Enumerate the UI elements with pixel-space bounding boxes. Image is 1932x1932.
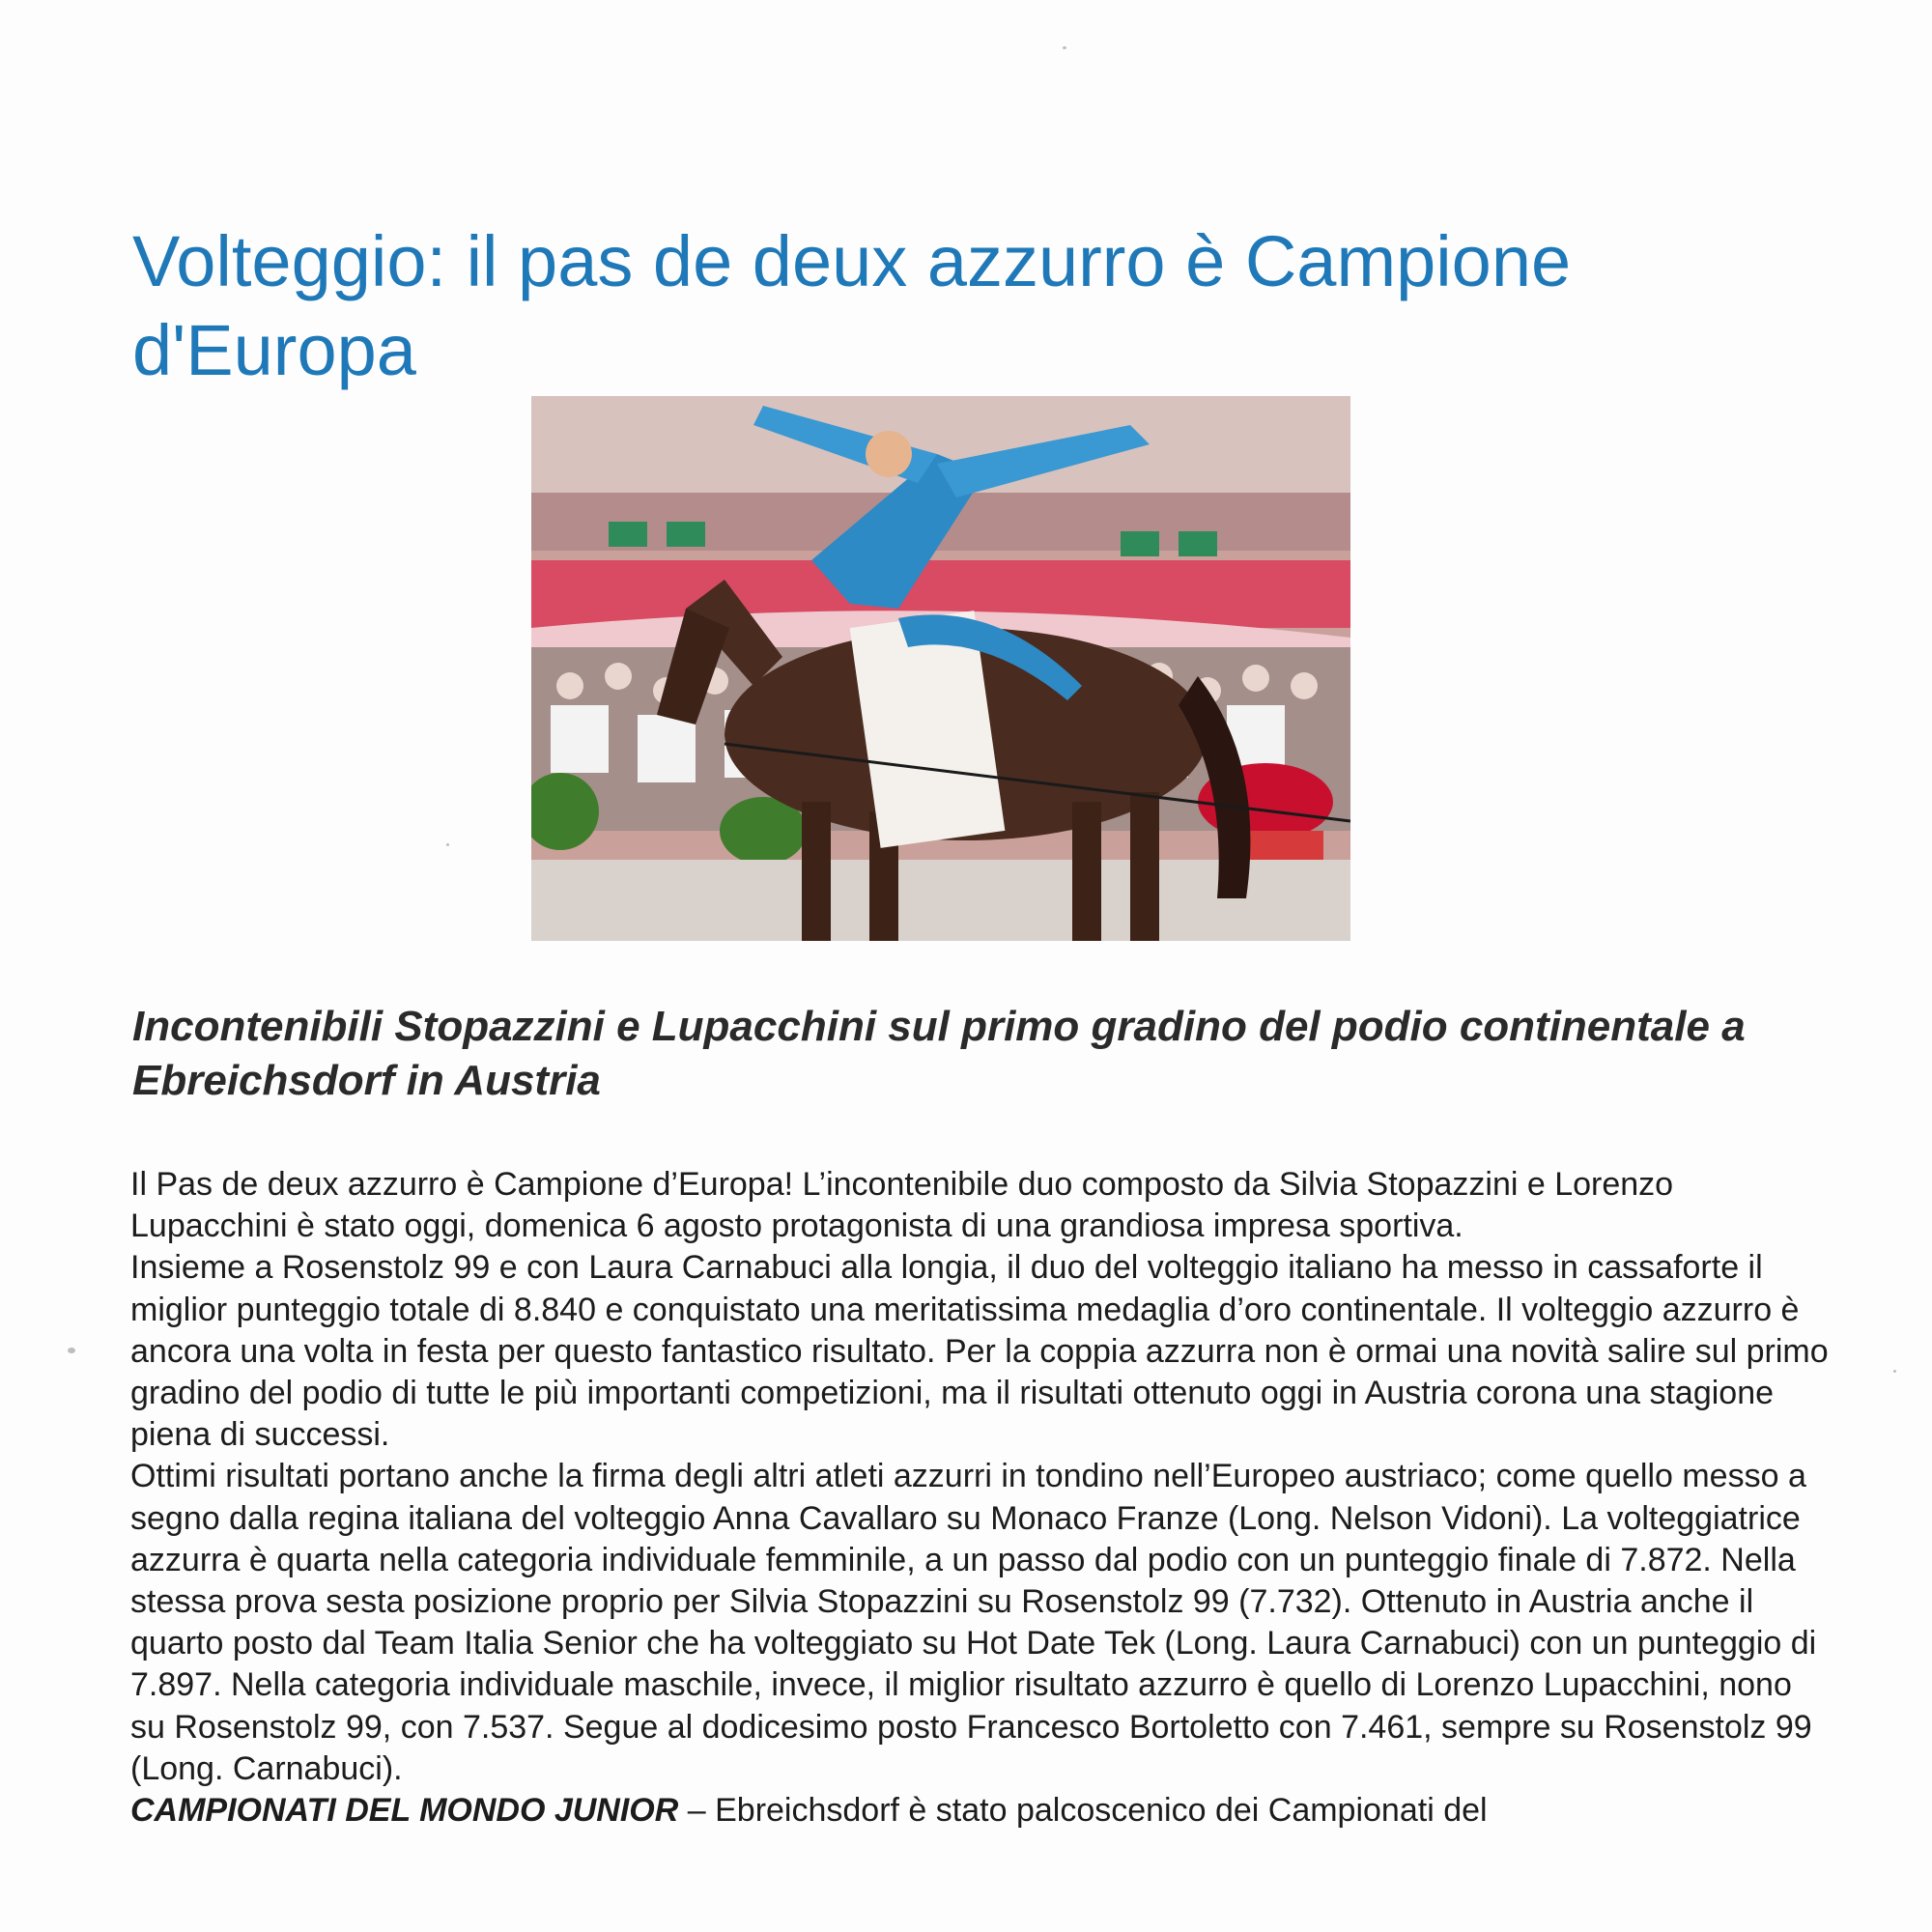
paragraph: Il Pas de deux azzurro è Campione d’Europa! L’incontenibile duo composto da Silvia Stopazzini e Lorenzo Lupacchini è stato oggi, domenica 6 agosto protagonista di una grandiosa impresa sportiva. xyxy=(130,1166,1674,1245)
article-title: Volteggio: il pas de deux azzurro è Campione d'Europa xyxy=(132,221,1572,390)
paragraph: Ottimi risultati portano anche la firma degli altri atleti azzurri in tondino nell’Europeo austriaco; come quello messo a segno dalla regina italiana del volteggio Anna Cavallaro su Monaco Franze (Long. Nelson Vidoni). La volteggiatrice azzurra è quarta nella categoria individuale femminile, a un passo dal podio con un punteggio finale di 7.872. Nella stessa prova sesta posizione proprio per Silvia Stopazzini su Rosenstolz 99 (7.732). Ottenuto in Austria anche il quarto posto dal Team Italia Senior che ha volteggiato su Hot Date Tek (Long. Laura Carnabuci) con un punteggio di 7.897. Nella categoria individuale maschile, invece, il miglior risultato azzurro è quello di Lorenzo Lupacchini, nono su Rosenstolz 99, con 7.537. Segue al dodicesimo posto Francesco Bortoletto con 7.461, sempre su Rosenstolz 99 (Long. Carnabuci). xyxy=(130,1458,1817,1787)
paragraph: Insieme a Rosenstolz 99 e con Laura Carnabuci alla longia, il duo del volteggio italiano ha messo in cassaforte il miglior punteggio totale di 8.840 e conquistato una meritatissima medaglia d’oro continentale. Il volteggio azzurro è ancora una volta in festa per questo fantastico risultato. Per la coppia azzurra non è ormai una novità salire sul primo gradino del podio di tutte le più importanti competizioni, ma il risultati ottenuto oggi in Austria corona una stagione piena di successi. xyxy=(130,1249,1829,1454)
article-photo xyxy=(531,396,1350,941)
section-lead-text: – Ebreichsdorf è stato palcoscenico dei Campionati del xyxy=(678,1792,1488,1830)
scan-speck xyxy=(1893,1370,1896,1373)
vaulting-photo-illustration xyxy=(531,396,1350,941)
paragraph-junior xyxy=(130,1790,1831,1832)
scan-speck xyxy=(446,843,449,846)
article-body xyxy=(130,1164,1831,1832)
scan-speck xyxy=(68,1348,75,1353)
article-subtitle: Incontenibili Stopazzini e Lupacchini sul primo gradino del podio continentale a Ebreichsdorf in Austria xyxy=(132,1003,1746,1104)
section-lead: CAMPIONATI DEL MONDO JUNIOR xyxy=(130,1792,679,1830)
scan-speck xyxy=(1063,46,1066,49)
